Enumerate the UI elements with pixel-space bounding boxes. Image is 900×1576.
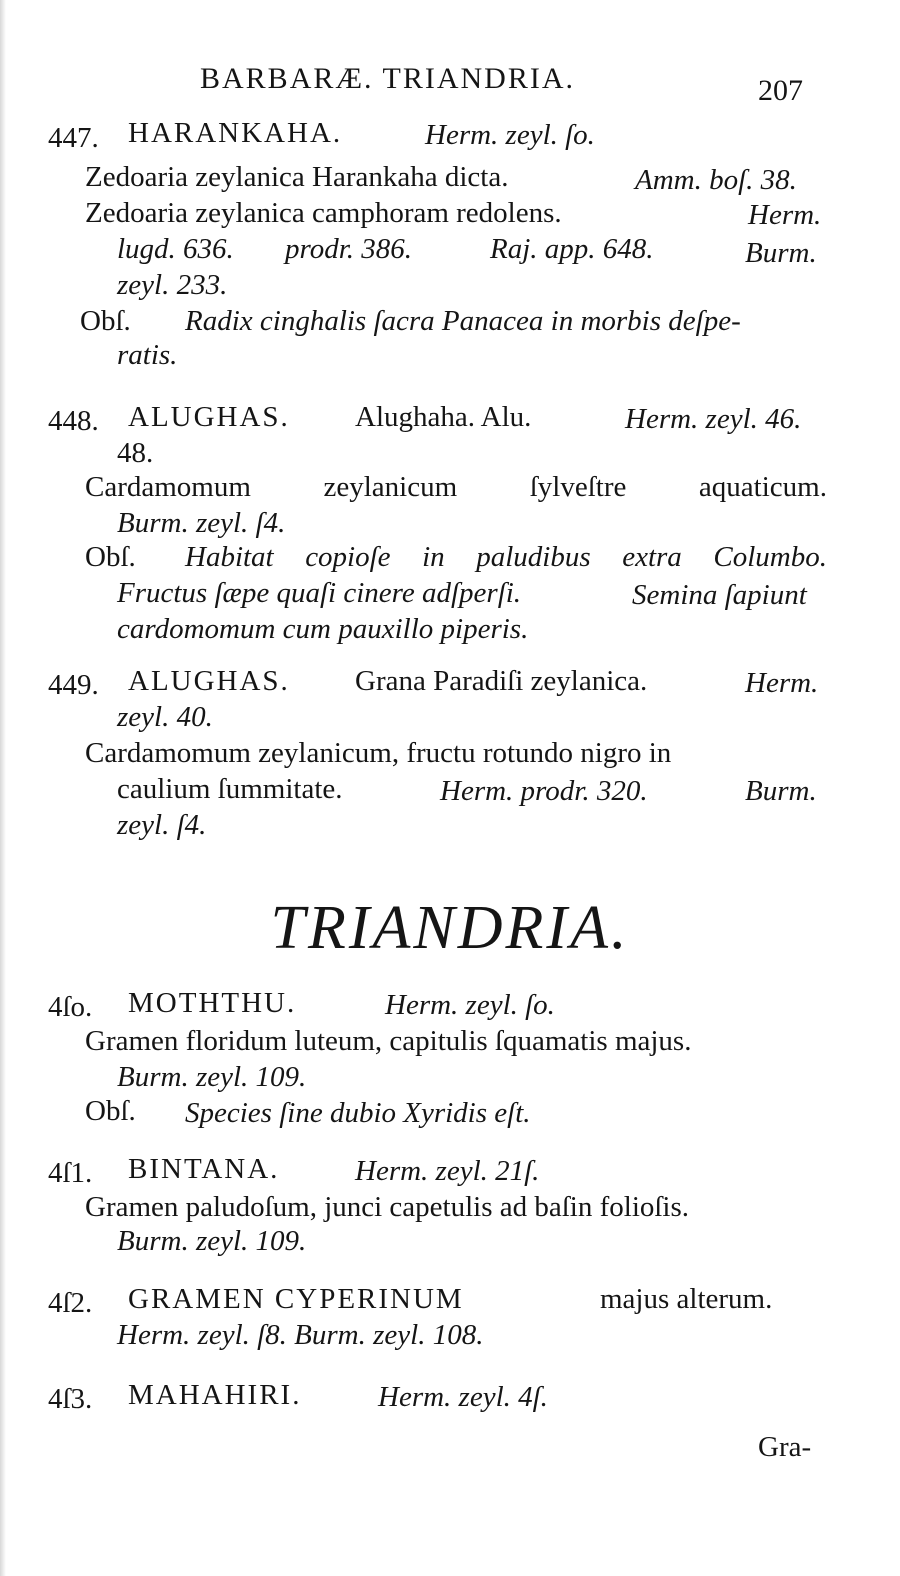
synonym-line <box>85 470 827 504</box>
entry-number: 4ſ2. <box>48 1287 93 1319</box>
citation: zeyl. 40. <box>117 701 213 733</box>
citation: Raj. app. 648. <box>490 233 654 265</box>
citation: Herm. prodr. 320. <box>440 775 648 807</box>
observation-label: Obſ. <box>85 1095 136 1127</box>
observation-text: ratis. <box>117 339 178 371</box>
entry-number: 447. <box>48 122 99 154</box>
citation: Herm. zeyl. ſ8. Burm. zeyl. 108. <box>117 1319 484 1351</box>
citation: zeyl. ſ4. <box>117 809 207 841</box>
word: ſylveſtre <box>529 471 627 503</box>
citation: Burm. <box>745 775 817 807</box>
observation-text: Radix cinghalis ſacra Panacea in morbis deſpe- <box>185 305 741 337</box>
word: Cardamomum <box>85 471 251 503</box>
observation-text: Semina ſapiunt <box>632 579 807 611</box>
section-title: TRIANDRIA. <box>270 894 630 962</box>
entry-number: 4ſo. <box>48 991 93 1023</box>
observation-text: Species ſine dubio Xyridis eſt. <box>185 1097 531 1129</box>
citation: Herm. zeyl. ſo. <box>385 989 555 1021</box>
word: extra <box>622 541 682 573</box>
entry-name: HARANKAHA. <box>128 117 343 149</box>
citation: Herm. <box>745 667 819 699</box>
entry-name: MAHAHIRI. <box>128 1379 302 1411</box>
citation: Herm. zeyl. 4ſ. <box>378 1381 548 1413</box>
synonym-text: majus alterum. <box>600 1283 773 1315</box>
entry-number: 4ſ3. <box>48 1383 93 1415</box>
word: Habitat <box>185 541 274 573</box>
synonym-text: caulium ſummitate. <box>117 773 343 805</box>
citation: zeyl. 233. <box>117 269 228 301</box>
citation: lugd. 636. <box>117 233 234 265</box>
word: in <box>422 541 445 573</box>
synonym-text: Alughaha. Alu. <box>355 401 532 433</box>
entry-number: 4ſ1. <box>48 1157 93 1189</box>
observation-text: Fructus ſæpe quaſi cinere adſperſi. <box>117 577 522 609</box>
word: Columbo. <box>713 541 827 573</box>
citation: Burm. zeyl. ſ4. <box>117 507 286 539</box>
synonym-text: Cardamomum zeylanicum, fructu rotundo nigro in <box>85 737 672 769</box>
synonym-text: Zedoaria zeylanica camphoram redolens. <box>85 197 562 229</box>
entry-name: ALUGHAS. <box>128 665 290 697</box>
citation: Burm. zeyl. 109. <box>117 1061 307 1093</box>
word: copioſe <box>305 541 391 573</box>
citation: Herm. zeyl. 46. <box>625 403 802 435</box>
synonym-text: Gramen paludoſum, junci capetulis ad baſin folioſis. <box>85 1191 690 1223</box>
citation: Burm. zeyl. 109. <box>117 1225 307 1257</box>
synonym-text: Gramen floridum luteum, capitulis ſquamatis majus. <box>85 1025 692 1057</box>
citation: Herm. <box>748 199 822 231</box>
word: paludibus <box>476 541 591 573</box>
observation-label: Obſ. <box>85 541 136 573</box>
observation-label: Obſ. <box>80 305 131 337</box>
entry-number: 448. <box>48 405 99 437</box>
citation: prodr. 386. <box>285 233 413 265</box>
citation: Burm. <box>745 237 817 269</box>
citation: 48. <box>117 437 154 469</box>
synonym-text: Grana Paradiſi zeylanica. <box>355 665 648 697</box>
page-number: 207 <box>758 74 803 107</box>
entry-name: MOTHTHU. <box>128 987 297 1019</box>
entry-number: 449. <box>48 669 99 701</box>
page-edge-shadow <box>0 0 6 1576</box>
running-head: BARBARÆ. TRIANDRIA. <box>200 62 575 95</box>
word: zeylanicum <box>323 471 458 503</box>
citation: Herm. zeyl. ſo. <box>425 119 595 151</box>
entry-name: BINTANA. <box>128 1153 280 1185</box>
observation-text: cardomomum cum pauxillo piperis. <box>117 613 529 645</box>
citation: Amm. boſ. 38. <box>635 164 797 196</box>
catchword: Gra- <box>758 1431 812 1463</box>
entry-name: ALUGHAS. <box>128 401 290 433</box>
citation: Herm. zeyl. 21ſ. <box>355 1155 540 1187</box>
synonym-text: Zedoaria zeylanica Harankaha dicta. <box>85 161 509 193</box>
word: aquaticum. <box>698 471 827 503</box>
entry-name: GRAMEN CYPERINUM <box>128 1283 464 1315</box>
observation-line <box>185 540 827 574</box>
